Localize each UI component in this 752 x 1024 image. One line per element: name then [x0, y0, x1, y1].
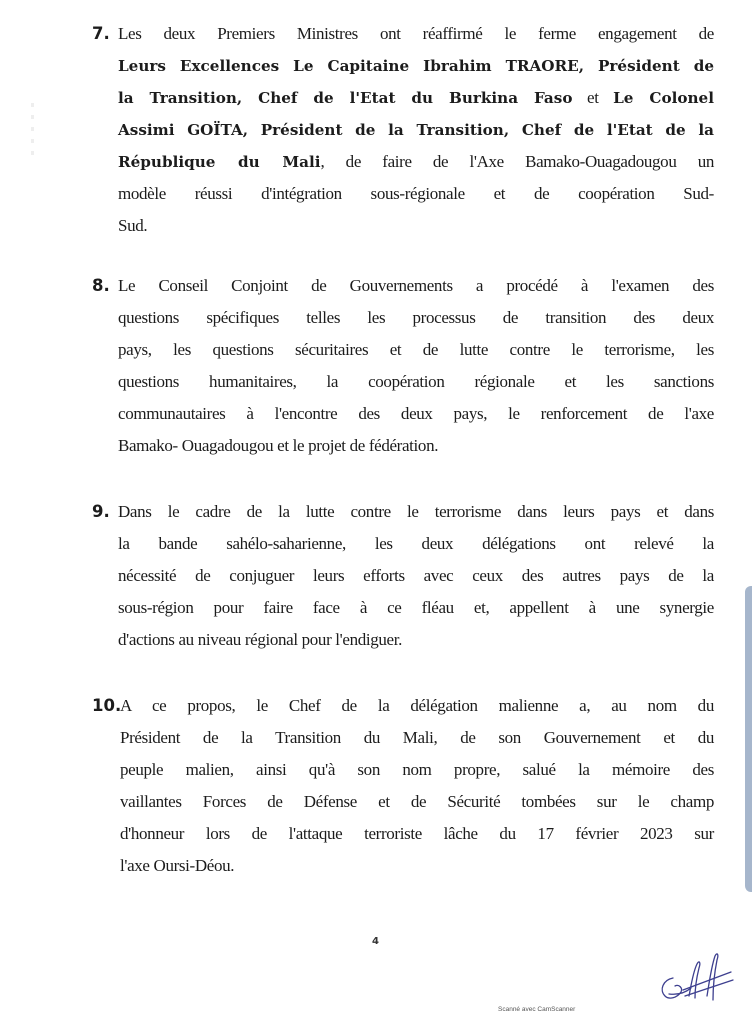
text-line [118, 430, 714, 462]
text: Les deux Premiers Ministres ont réaffirmé le ferme engagement de [118, 24, 714, 43]
text: la bande sahélo-saharienne, les deux délégations ont relevé la [118, 534, 714, 553]
text: et [572, 88, 614, 107]
paragraph-body [118, 18, 714, 242]
text: nécessité de conjuguer leurs efforts avec ceux des autres pays de la [118, 566, 714, 585]
bold-text: Leurs Excellences Le Capitaine Ibrahim TRAORE, Président de [118, 57, 714, 75]
text: Dans le cadre de la lutte contre le terrorisme dans leurs pays et dans [118, 502, 714, 521]
paragraph-number: 7. [92, 24, 110, 43]
paragraph-body [118, 496, 714, 656]
paragraph-body [120, 690, 714, 882]
text: Sud. [118, 216, 148, 235]
text: communautaires à l'encontre des deux pays, le renforcement de l'axe [118, 404, 714, 423]
margin-scan-marks [28, 95, 38, 185]
page-number: 4 [372, 936, 379, 947]
text-line [118, 366, 714, 398]
text-line [118, 592, 714, 624]
bold-text: Assimi GOÏTA, Président de la Transition, Chef de l'Etat de la [118, 121, 714, 139]
paragraph-number: 10. [92, 696, 122, 715]
text-line [120, 786, 714, 818]
text-line [118, 624, 714, 656]
bold-text: Le Colonel [613, 89, 714, 107]
text: Le Conseil Conjoint de Gouvernements a procédé à l'examen des [118, 276, 714, 295]
text-line [120, 754, 714, 786]
text-line [118, 302, 714, 334]
camscanner-footer: Scanné avec CamScanner [498, 1006, 576, 1013]
text: questions humanitaires, la coopération régionale et les sanctions [118, 372, 714, 391]
text-line [118, 334, 714, 366]
paragraph-number: 9. [92, 502, 110, 521]
text-line [118, 560, 714, 592]
text: l'axe Oursi-Déou. [120, 856, 235, 875]
text: Président de la Transition du Mali, de son Gouvernement et du [120, 728, 714, 747]
text: A ce propos, le Chef de la délégation malienne a, au nom du [120, 696, 714, 715]
text-line [118, 398, 714, 430]
text: d'actions au niveau régional pour l'endiguer. [118, 630, 403, 649]
text-line [120, 818, 714, 850]
text: peuple malien, ainsi qu'à son nom propre, salué la mémoire des [120, 760, 714, 779]
text: d'honneur lors de l'attaque terroriste lâche du 17 février 2023 sur [120, 824, 714, 843]
text-line [120, 722, 714, 754]
text: pays, les questions sécuritaires et de lutte contre le terrorisme, les [118, 340, 714, 359]
scrollbar-handle[interactable] [745, 586, 752, 892]
bold-text: République du Mali [118, 153, 321, 171]
text-line [120, 690, 714, 722]
signature [655, 948, 735, 1008]
text-line [120, 850, 714, 882]
text-line [118, 496, 714, 528]
text: questions spécifiques telles les processus de transition des deux [118, 308, 714, 327]
text-line [118, 82, 714, 114]
paragraph-number: 8. [92, 276, 110, 295]
text-line [118, 114, 714, 146]
text: modèle réussi d'intégration sous-régionale et de coopération Sud- [118, 184, 714, 203]
text-line [118, 18, 714, 50]
text: , de faire de l'Axe Bamako-Ouagadougou un [320, 152, 715, 171]
text: sous-région pour faire face à ce fléau et, appellent à une synergie [118, 598, 714, 617]
text-line [118, 178, 714, 210]
text-line [118, 270, 714, 302]
text-line [118, 146, 714, 178]
paragraph-body [118, 270, 714, 462]
text: Bamako- Ouagadougou et le projet de fédération. [118, 436, 439, 455]
text-line [118, 528, 714, 560]
text-line [118, 210, 714, 242]
bold-text: la Transition, Chef de l'Etat du Burkina Faso [118, 89, 573, 107]
text-line [118, 50, 714, 82]
text: vaillantes Forces de Défense et de Sécurité tombées sur le champ [120, 792, 714, 811]
